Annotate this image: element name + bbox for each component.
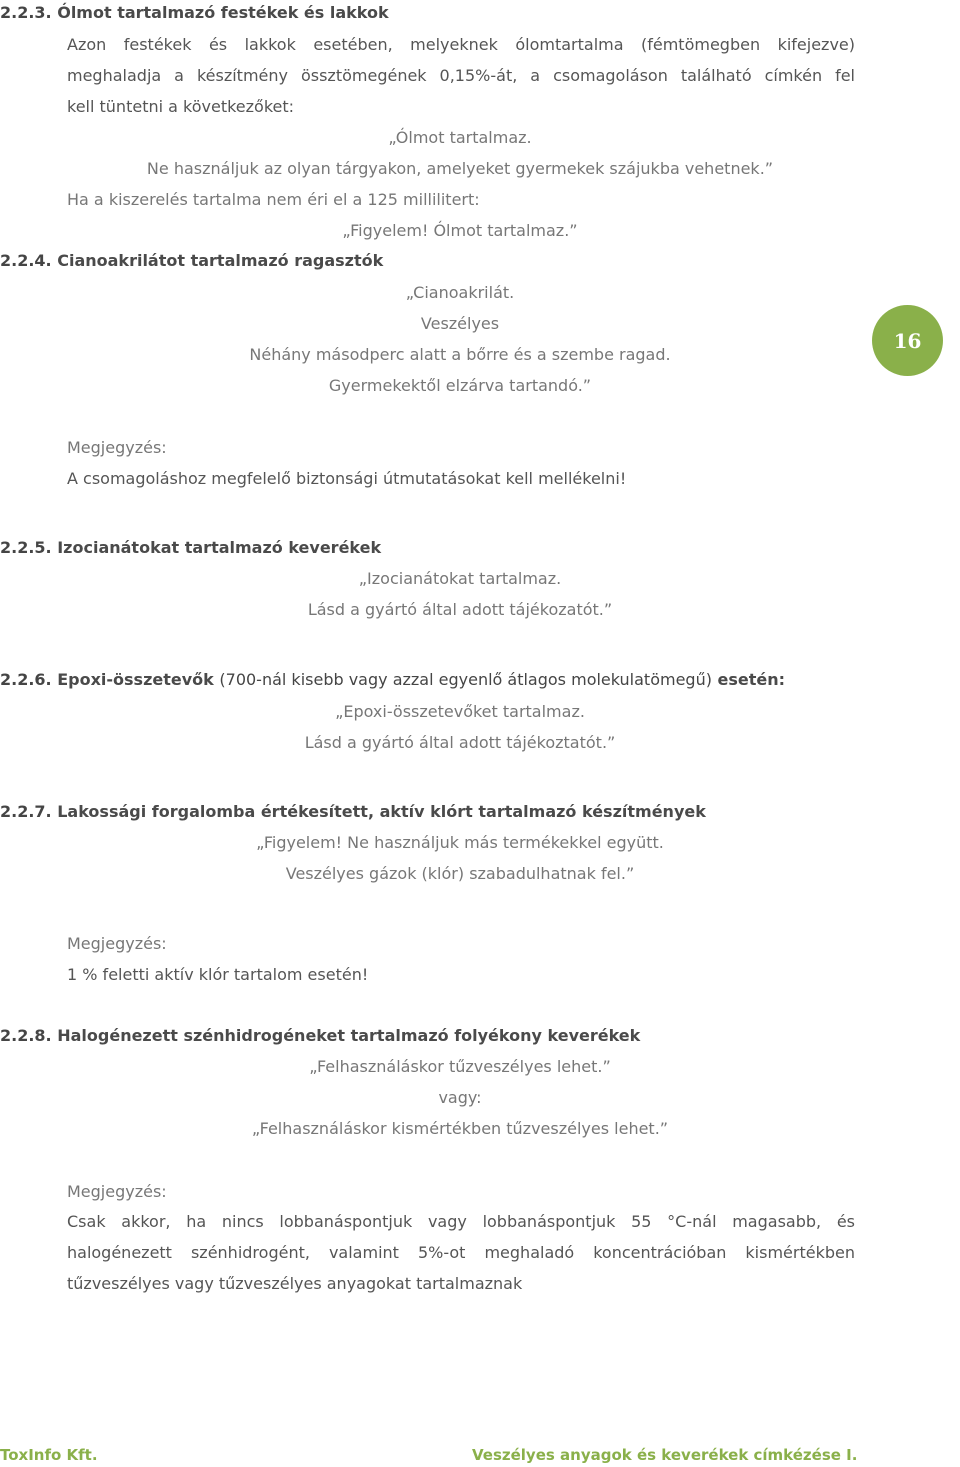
label-text: Ne használjuk az olyan tárgyakon, amelyeket gyermekek szájukba vehetnek.” bbox=[146, 159, 774, 178]
section-title: Lakossági forgalomba értékesített, aktív klórt tartalmazó készítmények bbox=[57, 802, 706, 821]
label-text: Lásd a gyártó által adott tájékoztatót.” bbox=[304, 733, 616, 752]
note-text: 1 % feletti aktív klór tartalom esetén! bbox=[67, 965, 369, 984]
label-text: Veszélyes gázok (klór) szabadulhatnak fel.” bbox=[285, 864, 635, 883]
section-title-middle: (700-nál kisebb vagy azzal egyenlő átlagos molekulatömegű) bbox=[219, 670, 712, 689]
paragraph-line: meghaladja a készítmény össztömegének 0,15%-át, a csomagoláson található címkén fel bbox=[67, 66, 855, 85]
section-number: 2.2.3. bbox=[0, 3, 52, 22]
label-text: Néhány másodperc alatt a bőrre és a szembe ragad. bbox=[249, 345, 671, 364]
label-text: vagy: bbox=[438, 1088, 482, 1107]
note-label: Megjegyzés: bbox=[67, 438, 167, 457]
note-text: tűzveszélyes vagy tűzveszélyes anyagokat tartalmaznak bbox=[67, 1274, 523, 1293]
note-text: halogénezett szénhidrogént, valamint 5%-ot meghaladó koncentrációban kismértékben bbox=[67, 1243, 855, 1262]
section-heading-2-2-8 bbox=[0, 1026, 640, 1046]
section-number: 2.2.4. bbox=[0, 251, 52, 270]
paragraph-line: kell tüntetni a következőket: bbox=[67, 97, 295, 116]
section-title: Epoxi-összetevők bbox=[57, 670, 214, 689]
label-text: „Felhasználáskor tűzveszélyes lehet.” bbox=[309, 1057, 611, 1076]
section-heading-2-2-6 bbox=[0, 670, 785, 690]
section-number: 2.2.5. bbox=[0, 538, 52, 557]
section-title-end: esetén: bbox=[717, 670, 786, 689]
section-title: Cianoakrilátot tartalmazó ragasztók bbox=[57, 251, 384, 270]
section-title: Izocianátokat tartalmazó keverékek bbox=[57, 538, 382, 557]
label-text: Lásd a gyártó által adott tájékozatót.” bbox=[307, 600, 613, 619]
section-number: 2.2.6. bbox=[0, 670, 52, 689]
label-text: „Cianoakrilát. bbox=[405, 283, 515, 302]
label-text: „Felhasználáskor kismértékben tűzveszélyes lehet.” bbox=[251, 1119, 669, 1138]
section-number: 2.2.8. bbox=[0, 1026, 52, 1045]
section-title: Ólmot tartalmazó festékek és lakkok bbox=[57, 3, 389, 22]
label-text: Veszélyes bbox=[420, 314, 500, 333]
section-title: Halogénezett szénhidrogéneket tartalmazó folyékony keverékek bbox=[57, 1026, 641, 1045]
section-heading-2-2-3 bbox=[0, 3, 389, 23]
label-text: Gyermekektől elzárva tartandó.” bbox=[328, 376, 592, 395]
section-heading-2-2-5 bbox=[0, 538, 381, 558]
condition-text: Ha a kiszerelés tartalma nem éri el a 125 millilitert: bbox=[67, 190, 480, 209]
note-text: A csomagoláshoz megfelelő biztonsági útmutatásokat kell mellékelni! bbox=[67, 469, 627, 488]
section-number: 2.2.7. bbox=[0, 802, 52, 821]
label-text: „Izocianátokat tartalmaz. bbox=[358, 569, 562, 588]
page-number-badge: 16 bbox=[872, 305, 943, 376]
note-label: Megjegyzés: bbox=[67, 934, 167, 953]
label-text: „Ólmot tartalmaz. bbox=[388, 128, 532, 147]
section-heading-2-2-7 bbox=[0, 802, 706, 822]
note-text: Csak akkor, ha nincs lobbanáspontjuk vagy lobbanáspontjuk 55 °C-nál magasabb, és bbox=[67, 1212, 855, 1231]
section-heading-2-2-4 bbox=[0, 251, 383, 271]
footer-company: ToxInfo Kft. bbox=[0, 1446, 98, 1464]
footer-document-title: Veszélyes anyagok és keverékek címkézése I. bbox=[472, 1446, 858, 1464]
label-text: „Figyelem! Ne használjuk más termékekkel együtt. bbox=[256, 833, 664, 852]
paragraph-line: Azon festékek és lakkok esetében, melyeknek ólomtartalma (fémtömegben kifejezve) bbox=[67, 35, 855, 54]
label-text: „Figyelem! Ólmot tartalmaz.” bbox=[342, 221, 578, 240]
label-text: „Epoxi-összetevőket tartalmaz. bbox=[335, 702, 585, 721]
note-label: Megjegyzés: bbox=[67, 1182, 167, 1201]
